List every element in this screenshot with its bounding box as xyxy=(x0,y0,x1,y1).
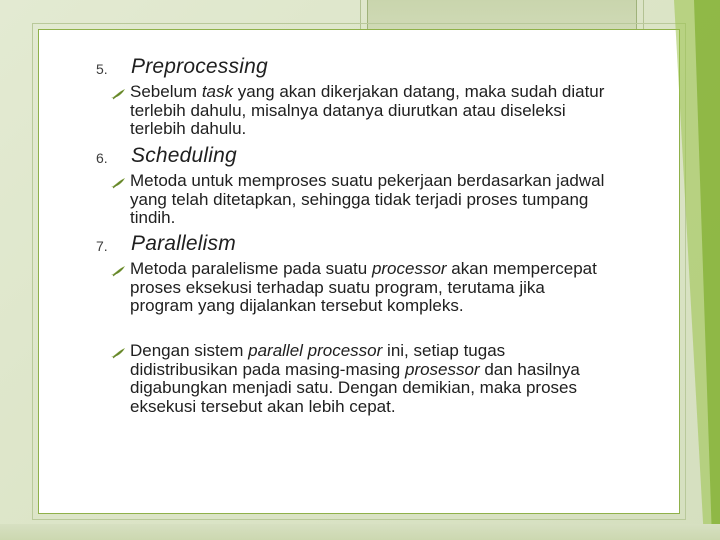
heading-preprocessing: Preprocessing xyxy=(131,55,268,78)
decorative-chevron-graphic xyxy=(674,0,720,540)
list-number-5: 5. xyxy=(96,61,108,77)
decorative-bottom-band xyxy=(0,524,720,540)
leaf-bullet-icon xyxy=(110,177,126,189)
bullet-text: Sebelum task yang akan dikerjakan datang, maka sudah diatur terlebih dahulu, misalnya datanya diurutkan atau diseleksi terlebih dahulu. xyxy=(130,82,605,139)
list-number-6: 6. xyxy=(96,150,108,166)
bullet-text: Dengan sistem parallel processor ini, setiap tugas didistribusikan pada masing-masing prosessor dan hasilnya digabungkan menjadi satu. Dengan demikian, maka proses eksekusi tersebut akan lebih cepat. xyxy=(130,341,580,416)
leaf-bullet-icon xyxy=(110,88,126,100)
heading-parallelism: Parallelism xyxy=(131,232,236,255)
heading-scheduling: Scheduling xyxy=(131,144,237,167)
bullet-text: Metoda untuk memproses suatu pekerjaan berdasarkan jadwal yang telah ditetapkan, sehingga tidak terjadi proses tumpang tindih. xyxy=(130,171,605,228)
leaf-bullet-icon xyxy=(110,347,126,359)
list-number-7: 7. xyxy=(96,238,108,254)
bullet-text: Metoda paralelisme pada suatu processor akan mempercepat proses eksekusi terhadap suatu program, terutama jika program yang dijalankan tersebut kompleks. xyxy=(130,259,597,316)
leaf-bullet-icon xyxy=(110,265,126,277)
